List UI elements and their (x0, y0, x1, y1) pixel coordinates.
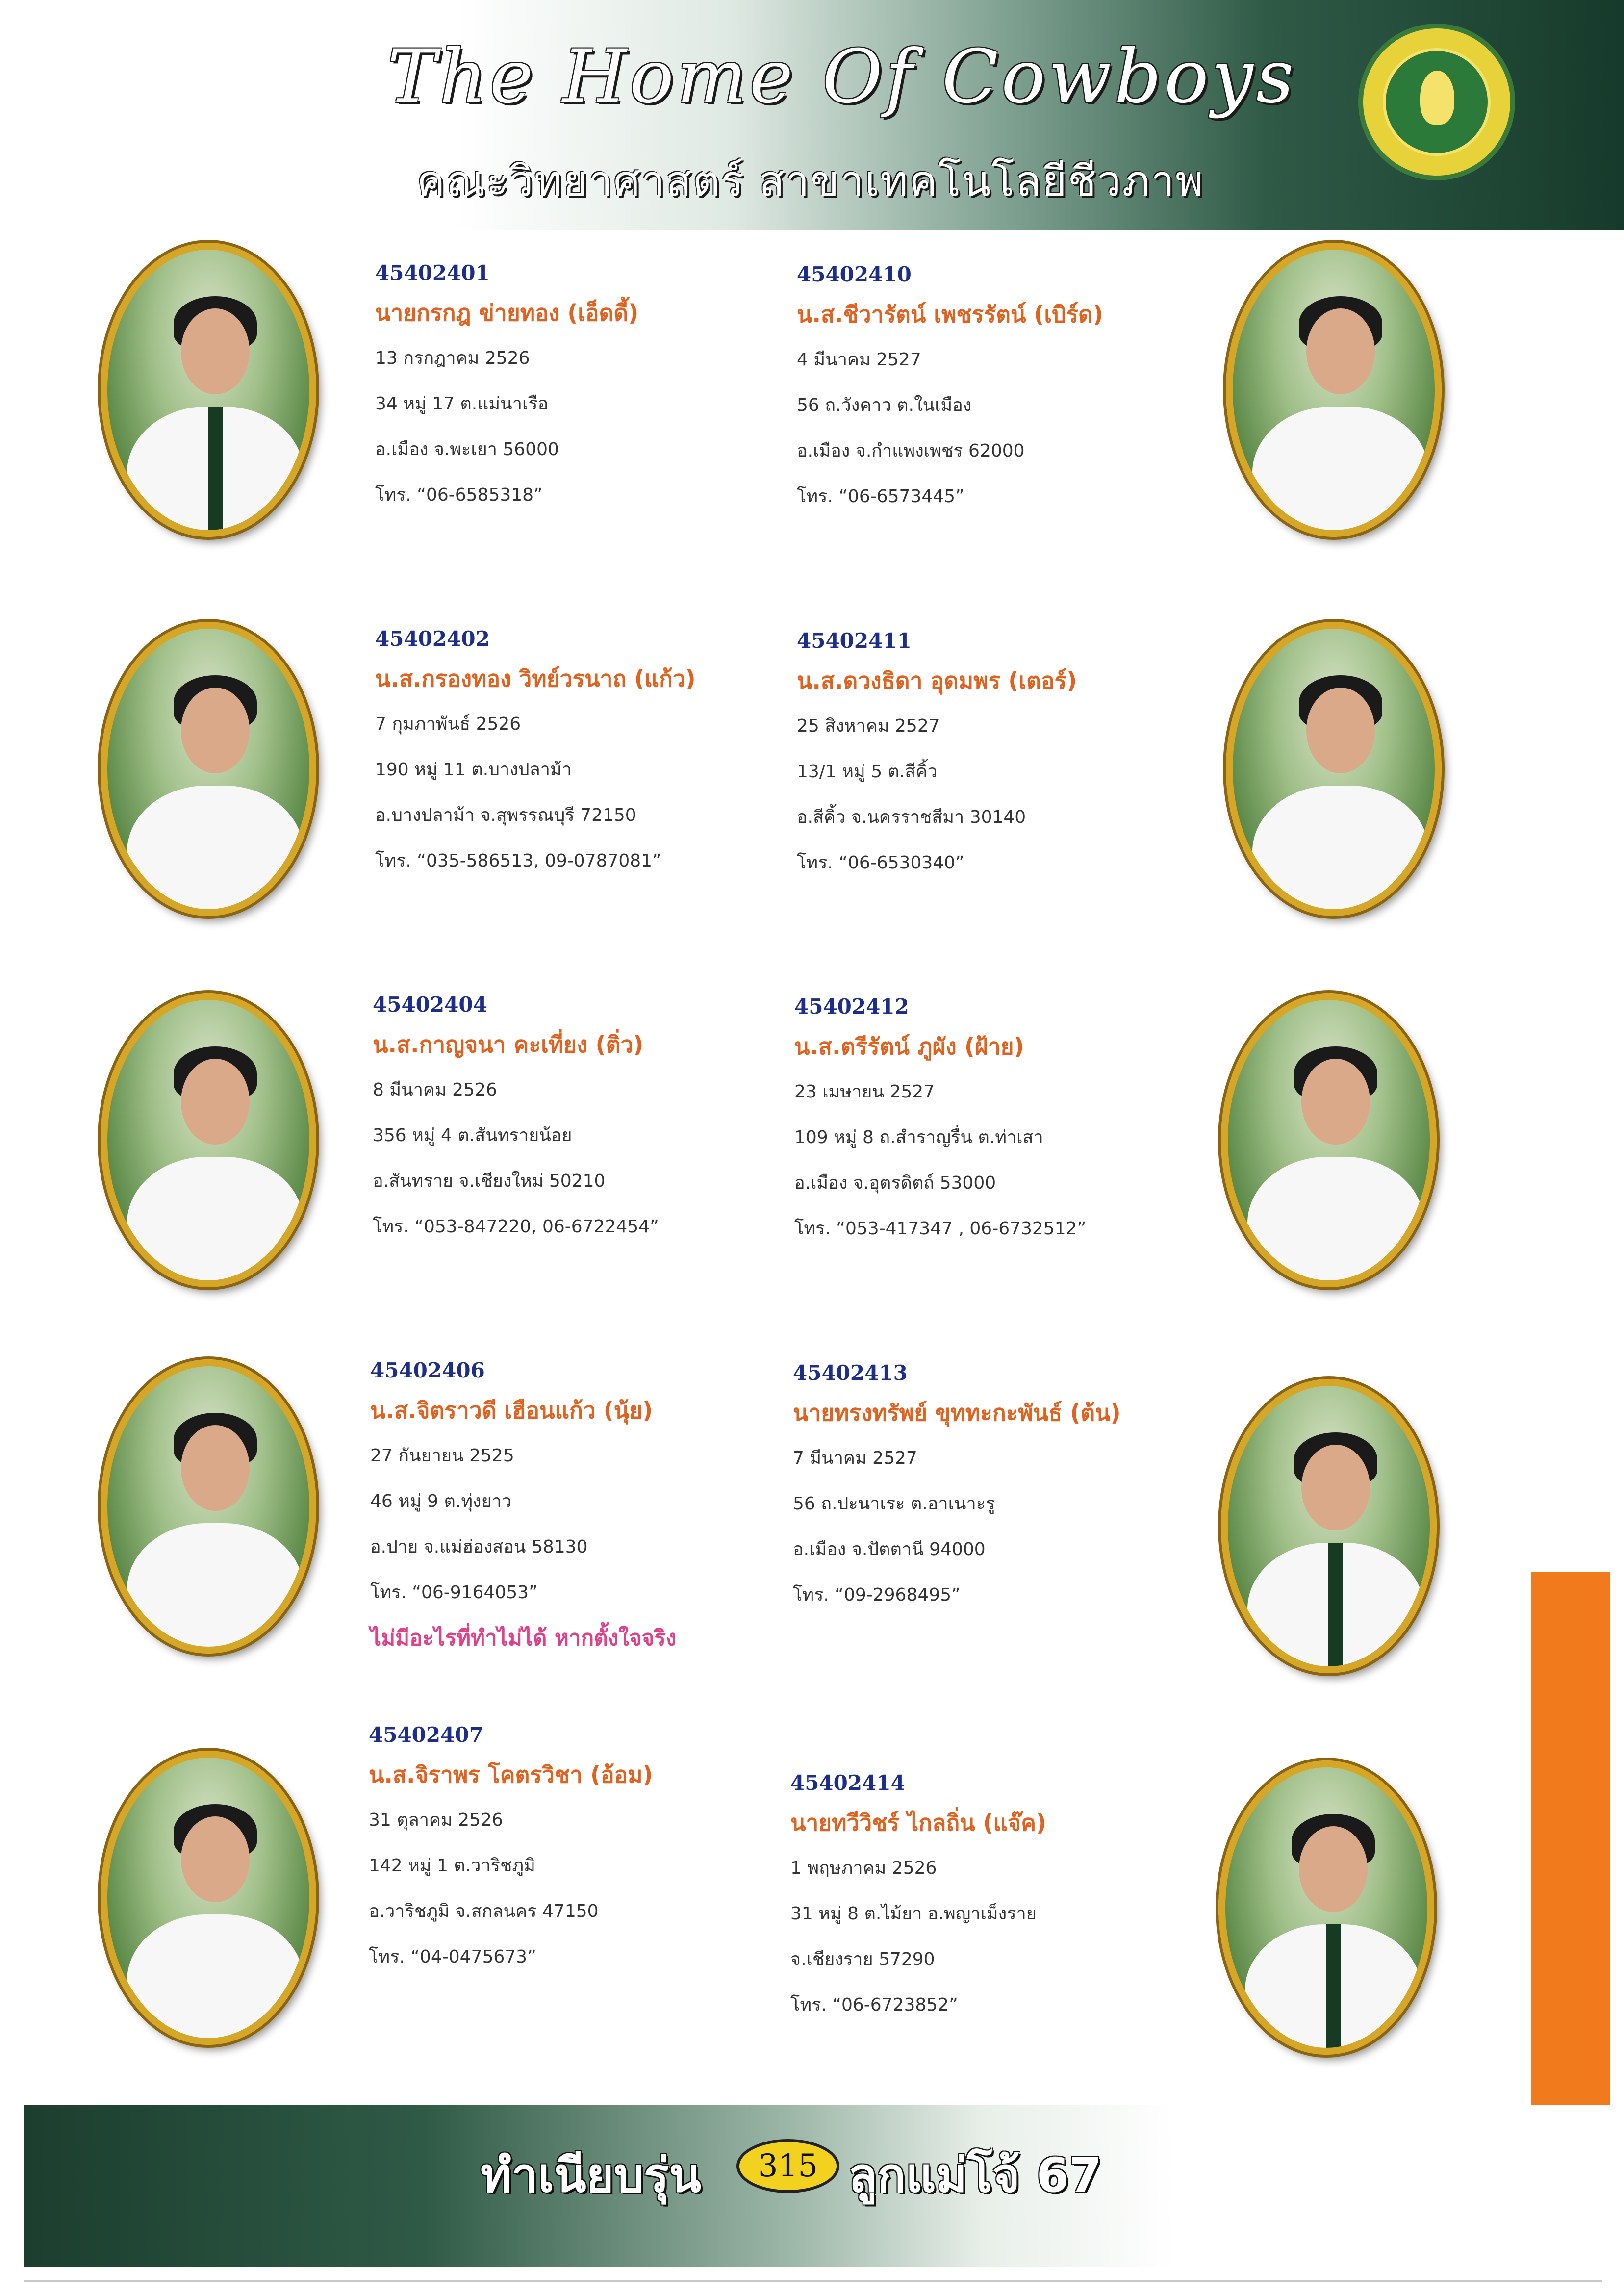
student-phone: โทร. “04-0475673” (369, 1947, 536, 1967)
student-address-line-2: อ.ปาย จ.แม่ฮ่องสอน 58130 (370, 1537, 588, 1557)
student-photo-45402410 (1226, 243, 1442, 537)
student-photo-45402414 (1218, 1760, 1434, 2055)
student-address-line-1: 109 หมู่ 8 ถ.สำราญรื่น ต.ท่าเสา (794, 1127, 1043, 1148)
student-id: 45402404 (373, 993, 487, 1017)
student-birthdate: 27 กันยายน 2525 (370, 1446, 514, 1466)
student-entry (375, 256, 767, 518)
student-address-line-2: อ.วาริชภูมิ จ.สกลนคร 47150 (369, 1901, 599, 1921)
student-birthdate: 7 กุมภาพันธ์ 2526 (375, 714, 521, 734)
student-birthdate: 8 มีนาคม 2526 (373, 1080, 497, 1100)
student-entry (794, 990, 1187, 1251)
student-address-line-2: อ.เมือง จ.พะเยา 56000 (375, 439, 559, 459)
student-entry (790, 1766, 1183, 2028)
student-address-line-1: 31 หมู่ 8 ต.ไม้ยา อ.พญาเม็งราย (790, 1904, 1037, 1924)
student-address-line-1: 34 หมู่ 17 ต.แม่นาเรือ (375, 394, 549, 414)
student-entry (370, 1353, 762, 1661)
student-photo-45402402 (101, 622, 316, 916)
student-address-line-1: 56 ถ.วังคาว ต.ในเมือง (797, 395, 972, 415)
student-birthdate: 25 สิงหาคม 2527 (797, 716, 940, 736)
student-name: น.ส.กรองทอง วิทย์วรนาถ (แก้ว) (375, 665, 696, 692)
student-name: นายทรงทรัพย์ ขุททะกะพันธ์ (ต้น) (793, 1400, 1121, 1426)
student-address-line-1: 142 หมู่ 1 ต.วาริชภูมิ (369, 1856, 535, 1876)
student-phone: โทร. “06-6573445” (797, 486, 964, 507)
student-address-line-2: อ.บางปลาม้า จ.สุพรรณบุรี 72150 (375, 805, 636, 825)
student-photo-45402413 (1221, 1379, 1437, 1673)
student-name: น.ส.กาญจนา คะเที่ยง (ติ่ว) (373, 1031, 644, 1058)
page-number: 315 (736, 2139, 839, 2193)
student-id: 45402412 (794, 994, 909, 1019)
student-id: 45402401 (375, 261, 490, 285)
student-phone: โทร. “06-9164053” (370, 1582, 538, 1603)
logo-flame-icon (1420, 71, 1454, 125)
student-address-line-1: 356 หมู่ 4 ต.สันทรายน้อย (373, 1125, 572, 1146)
student-phone: โทร. “06-6585318” (375, 485, 543, 505)
student-name: น.ส.ดวงธิดา อุดมพร (เตอร์) (797, 667, 1077, 694)
university-logo-icon (1358, 24, 1515, 180)
footer-banner (24, 2105, 1624, 2267)
student-phone: โทร. “09-2968495” (793, 1585, 961, 1605)
student-address-line-2: จ.เชียงราย 57290 (790, 1949, 935, 1969)
student-id: 45402411 (797, 629, 912, 653)
student-photo-45402407 (101, 1751, 316, 2045)
footer-yearbook-label: ทำเนียบรุ่น (481, 2148, 701, 2203)
student-name: น.ส.จิตราวดี เฮือนแก้ว (นุ้ย) (370, 1397, 653, 1424)
student-address-line-2: อ.เมือง จ.อุตรดิตถ์ 53000 (794, 1173, 996, 1193)
student-id: 45402402 (375, 627, 490, 651)
student-address-line-2: อ.สันทราย จ.เชียงใหม่ 50210 (373, 1171, 606, 1191)
logo-emblem (1383, 48, 1491, 156)
student-name: นายทวีวิชร์ ไกลถิ่น (แจ๊ค) (790, 1810, 1047, 1836)
student-birthdate: 7 มีนาคม 2527 (793, 1448, 917, 1468)
student-id: 45402414 (790, 1771, 905, 1795)
student-birthdate: 1 พฤษภาคม 2526 (790, 1858, 937, 1878)
student-motto: ไม่มีอะไรที่ทำไม่ได้ หากตั้งใจจริง (370, 1626, 677, 1651)
student-address-line-2: อ.เมือง จ.ปัตตานี 94000 (793, 1539, 986, 1559)
student-name: น.ส.ตรีรัตน์ ภูผัง (ฝ้าย) (794, 1033, 1024, 1060)
student-name: น.ส.จิราพร โคตรวิชา (อ้อม) (369, 1761, 653, 1788)
student-entry (369, 1718, 761, 1980)
student-id: 45402413 (793, 1361, 908, 1385)
page-bottom-rule (24, 2280, 1602, 2282)
student-phone: โทร. “053-417347 , 06-6732512” (794, 1219, 1087, 1239)
student-phone: โทร. “06-6530340” (797, 853, 964, 873)
student-id: 45402410 (797, 262, 912, 286)
page-title: The Home Of Cowboys (387, 34, 1297, 120)
student-entry (375, 622, 767, 884)
student-photo-45402404 (101, 993, 316, 1287)
student-entry (373, 988, 765, 1250)
student-name: น.ส.ชีวารัตน์ เพชรรัตน์ (เบิร์ด) (797, 301, 1103, 328)
student-address-line-2: อ.สีคิ้ว จ.นครราชสีมา 30140 (797, 807, 1026, 827)
student-id: 45402407 (369, 1723, 483, 1747)
student-entry (797, 257, 1189, 519)
student-name: นายกรกฎ ข่ายทอง (เอ็ดดี้) (375, 300, 639, 326)
student-photo-45402411 (1226, 622, 1442, 916)
student-address-line-1: 13/1 หมู่ 5 ต.สีคิ้ว (797, 762, 938, 782)
student-id: 45402406 (370, 1358, 485, 1382)
student-address-line-1: 56 ถ.ปะนาเระ ต.อาเนาะรู (793, 1494, 995, 1514)
student-birthdate: 4 มีนาคม 2527 (797, 350, 921, 370)
student-photo-45402412 (1221, 993, 1437, 1287)
page-subtitle: คณะวิทยาศาสตร์ สาขาเทคโนโลยีชีวภาพ (417, 157, 1204, 206)
student-entry (797, 624, 1189, 886)
student-address-line-1: 46 หมู่ 9 ต.ทุ่งยาว (370, 1491, 512, 1511)
student-address-line-1: 190 หมู่ 11 ต.บางปลาม้า (375, 760, 572, 780)
student-birthdate: 13 กรกฎาคม 2526 (375, 348, 530, 368)
student-address-line-2: อ.เมือง จ.กำแพงเพชร 62000 (797, 441, 1025, 461)
student-phone: โทร. “053-847220, 06-6722454” (373, 1217, 659, 1237)
section-tab-marker (1531, 1572, 1610, 2109)
student-birthdate: 31 ตุลาคม 2526 (369, 1810, 503, 1830)
student-photo-45402401 (101, 243, 316, 537)
student-entry (793, 1356, 1185, 1618)
student-photo-45402406 (101, 1359, 316, 1654)
student-phone: โทร. “06-6723852” (790, 1995, 958, 2015)
student-phone: โทร. “035-586513, 09-0787081” (375, 851, 661, 871)
student-birthdate: 23 เมษายน 2527 (794, 1082, 935, 1102)
footer-class-label: ลูกแม่โจ้ 67 (848, 2148, 1102, 2203)
